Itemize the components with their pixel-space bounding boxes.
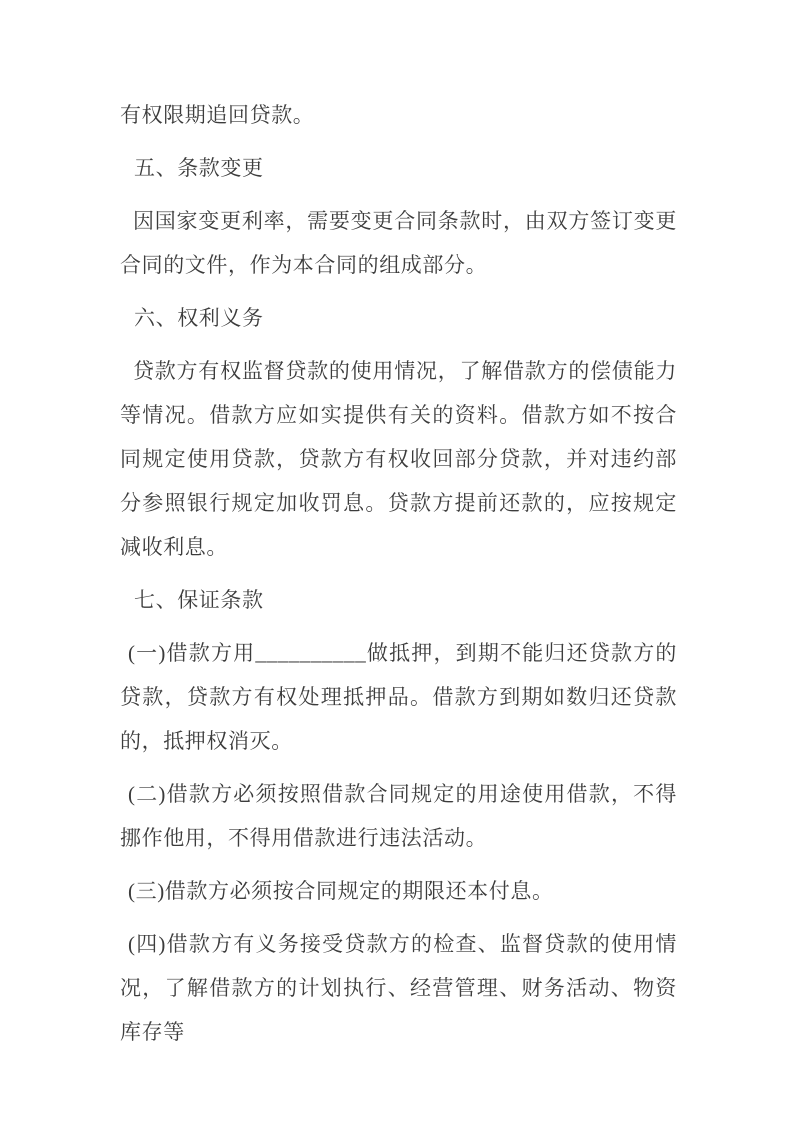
section-heading: 五、条款变更 <box>134 156 264 180</box>
paragraph: 贷款方有权监督贷款的使用情况，了解借款方的偿债能力等情况。借款方应如实提供有关的资料。借款方如不按合同规定使用贷款，贷款方有权收回部分贷款，并对违约部分参照银行规定加收罚息。贷款方提前还款的，应按规定减收利息。 <box>120 359 677 559</box>
paragraph: 因国家变更利率，需要变更合同条款时，由双方签订变更合同的文件，作为本合同的组成部分。 <box>120 209 677 277</box>
section-heading: 六、权利义务 <box>134 306 264 330</box>
section-heading: 七、保证条款 <box>134 588 264 612</box>
document-content <box>120 93 677 1054</box>
paragraph: 有权限期追回贷款。 <box>120 103 315 127</box>
paragraph: (一)借款方用__________做抵押，到期不能归还贷款方的贷款，贷款方有权处理抵押品。借款方到期如数归还贷款的，抵押权消灭。 <box>120 641 677 753</box>
paragraph: (四)借款方有义务接受贷款方的检查、监督贷款的使用情况，了解借款方的计划执行、经营管理、财务活动、物资库存等 <box>120 932 677 1044</box>
paragraph: (三)借款方必须按合同规定的期限还本付息。 <box>128 879 554 903</box>
paragraph: (二)借款方必须按照借款合同规定的用途使用借款，不得挪作他用，不得用借款进行违法活动。 <box>120 782 677 850</box>
